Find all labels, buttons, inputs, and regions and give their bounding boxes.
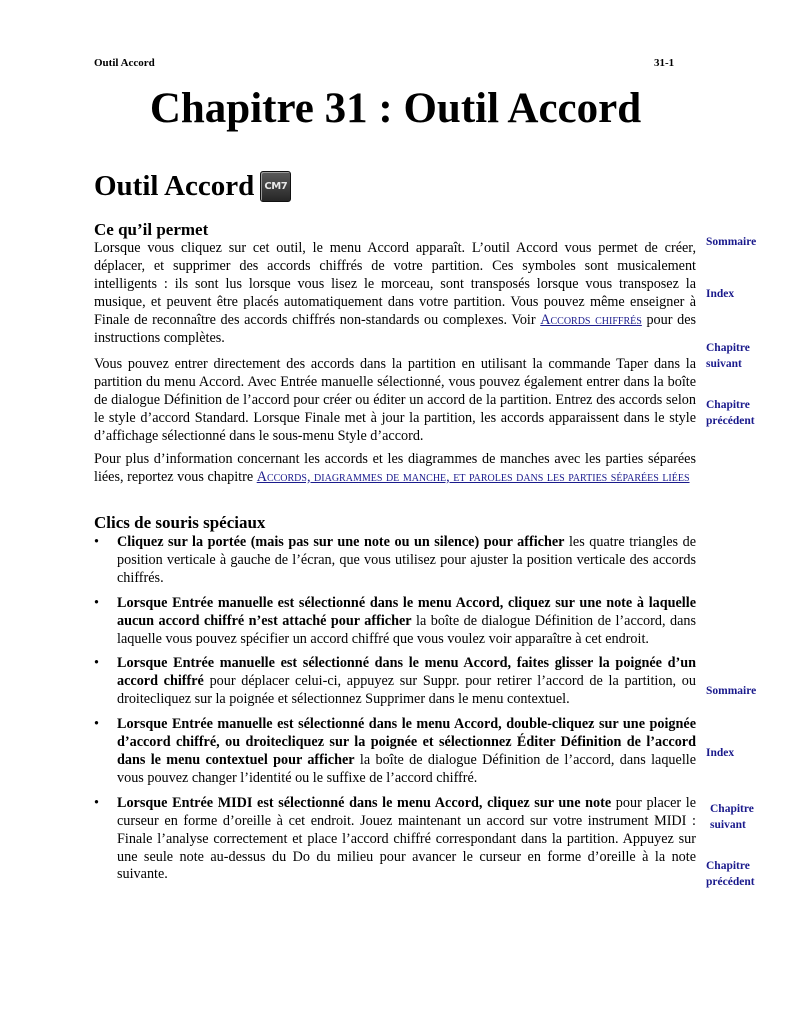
- list-item-bold: Lorsque Entrée manuelle est sélectionné dans le menu Accord, cliquez sur une note à laquelle aucun accord chiffré n’est attaché pour afficher: [117, 594, 696, 629]
- list-item-text: pour placer le curseur en forme d’oreille à cet endroit. Jouez maintenant un accord sur votre instrument MIDI : Finale l’analyse correctement et place l’accord chiffré correspondant dans la partition. Appuyez sur une seule note au-dessus du Do du milieu pour avancer le curseur en forme d’oreille à la note suivante.: [117, 794, 697, 883]
- list-item-text: la boîte de dialogue Définition de l’accord, dans laquelle vous pouvez spécifier un accord chiffré que vous voulez voir apparaître à cet endroit.: [117, 612, 696, 647]
- nav-chapitre-precedent-link-bottom[interactable]: [706, 859, 755, 890]
- section-title-text: Outil Accord: [94, 170, 255, 202]
- link-accords-parties-separees[interactable]: Accords, diagrammes de manche, et paroles dans les parties séparées liées: [256, 468, 690, 485]
- link-accords-chiffres[interactable]: Accords chiffrés: [540, 311, 642, 328]
- list-item-bold: Lorsque Entrée MIDI est sélectionné dans le menu Accord, cliquez sur une note: [117, 794, 612, 811]
- list-item-bold: Lorsque Entrée manuelle est sélectionné dans le menu Accord, double-cliquez sur une poignée d’accord chiffré, ou droitecliquez sur la poignée et sélectionnez Éditer Définition de l’accord dans le menu contextuel pour afficher: [117, 716, 696, 768]
- page-number: 31-1: [654, 57, 675, 69]
- nav-index-link[interactable]: Index: [706, 288, 735, 300]
- nav-label-line: suivant: [706, 357, 742, 370]
- clics-list-container: [94, 534, 696, 891]
- list-item: [94, 795, 696, 885]
- bullet: •: [94, 794, 99, 811]
- list-item-text: pour déplacer celui-ci, appuyez sur Suppr. pour retirer l’accord de la partition, ou droitecliquez sur la poignée et sélectionnez Supprimer dans le menu contextuel.: [117, 673, 696, 708]
- heading-ce-quil-permet: Ce qu’il permet: [94, 220, 209, 239]
- nav-chapitre-suivant-link[interactable]: [706, 341, 750, 372]
- nav-sommaire-link[interactable]: Sommaire: [706, 236, 757, 248]
- chord-tool-icon: CM7: [260, 171, 291, 202]
- clics-list: [94, 534, 696, 884]
- intro-p1-end: pour des instructions complètes.: [94, 311, 697, 346]
- list-item-bold: Lorsque Entrée manuelle est sélectionné dans le menu Accord, faites glisser la poignée d’un accord chiffré: [117, 655, 696, 690]
- nav-label-line: précédent: [706, 875, 755, 888]
- bullet: •: [94, 655, 99, 672]
- nav-index-link-bottom[interactable]: Index: [706, 747, 735, 759]
- list-item-bold: Cliquez sur la portée (mais pas sur une note ou un silence) pour afficher: [117, 534, 565, 550]
- list-item: [94, 595, 696, 649]
- bullet: •: [94, 534, 99, 550]
- intro-paragraph-3: [94, 451, 696, 487]
- list-item: [94, 534, 696, 588]
- list-item: [94, 716, 696, 788]
- bullet: •: [94, 594, 99, 611]
- intro-p1-text: Lorsque vous cliquez sur cet outil, le menu Accord apparaît. L’outil Accord vous permet de créer, déplacer, et supprimer des accords chiffrés de votre partition. Ces symboles sont musicalement intelligents : ils sont lus lorsque vous lisez le morceau, sont transposés lorsque vous transposez la musique, et peuvent être placés automatiquement dans votre partition. Vous pouvez même enseigner à Finale de reconnaître des accords chiffrés non-standards ou complexes. Voir: [94, 240, 696, 328]
- nav-chapitre-suivant-link-bottom[interactable]: [710, 802, 754, 833]
- list-item-text: les quatre triangles de position verticale à gauche de l’écran, que vous utilisez pour ajuster la position verticale des accords chiffrés.: [117, 534, 696, 586]
- list-item: [94, 655, 696, 709]
- intro-paragraph-2: Vous pouvez entrer directement des accords dans la partition en utilisant la commande Taper dans la partition du menu Accord. Avec Entrée manuelle sélectionné, vous pouvez également entrer dans la boîte de dialogue Définition de l’accord pour créer ou éditer un accord de la partition. Entrez des accords selon le style d’accord Standard. Lorsque Finale met à jour la partition, les accords apparaissent dans le style d’affichage sélectionné dans le sous-menu Style d’accord.: [94, 356, 696, 444]
- list-item-text: la boîte de dialogue Définition de l’accord, dans laquelle vous pouvez changer l’identité ou le suffixe de l’accord chiffré.: [117, 751, 696, 786]
- running-header-title: Outil Accord: [94, 57, 155, 69]
- nav-sommaire-link-bottom[interactable]: Sommaire: [706, 685, 757, 697]
- nav-label-line: Chapitre: [706, 860, 750, 872]
- intro-p3-text: Pour plus d’information concernant les accords et les diagrammes de manches avec les parties séparées liées, reportez vous chapitre: [94, 451, 696, 485]
- nav-label-line: Chapitre: [706, 342, 750, 354]
- nav-label-line: suivant: [710, 818, 746, 831]
- bullet: •: [94, 716, 99, 733]
- chapter-title: Chapitre 31 : Outil Accord: [149, 85, 642, 132]
- section-title: [94, 168, 291, 204]
- nav-label-line: Chapitre: [710, 803, 754, 815]
- nav-chapitre-precedent-link[interactable]: [706, 398, 755, 429]
- nav-label-line: précédent: [706, 414, 755, 427]
- heading-clics-speciaux: Clics de souris spéciaux: [94, 513, 266, 532]
- nav-label-line: Chapitre: [706, 399, 750, 411]
- intro-paragraph-1: [94, 240, 696, 347]
